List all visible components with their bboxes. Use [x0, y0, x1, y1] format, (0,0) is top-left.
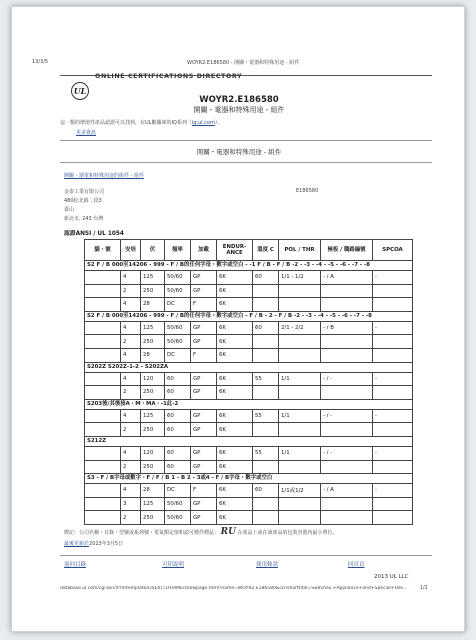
model-designation: S202Z S202Z-1-2 - S202ZA	[85, 362, 413, 372]
table-cell	[373, 460, 413, 474]
model-row	[85, 261, 413, 271]
ul-logo-icon: UL	[71, 82, 89, 100]
table-row	[85, 372, 413, 386]
intro-suffix: ）。	[214, 120, 223, 126]
marking-note-text: 標記：公司名稱・目錄・型號或系列號・電氣額定值和認可標件標誌：	[64, 530, 220, 536]
table-cell	[279, 460, 321, 474]
table-cell: 28	[141, 348, 165, 362]
table-cell: 55	[253, 446, 279, 460]
model-row	[85, 362, 413, 372]
table-cell: 250	[141, 423, 165, 437]
table-cell	[279, 284, 321, 298]
table-cell	[253, 386, 279, 400]
model-designation: S212Z	[85, 436, 413, 446]
table-cell: GP	[191, 423, 217, 437]
table-cell: 60	[165, 423, 191, 437]
company-address: 臺山	[64, 207, 75, 213]
table-cell	[279, 423, 321, 437]
model-row	[85, 399, 413, 409]
table-cell: - / B	[321, 321, 373, 335]
table-cell: 60	[253, 321, 279, 335]
table-row	[85, 446, 413, 460]
page-number: 1/2	[420, 586, 428, 591]
table-row	[85, 497, 413, 511]
table-cell: 28	[141, 298, 165, 312]
table-cell: 1/1或1/2	[279, 484, 321, 498]
table-cell: 4	[121, 446, 141, 460]
table-cell: F	[191, 298, 217, 312]
table-cell: 60	[165, 372, 191, 386]
table-cell: 250	[141, 511, 165, 525]
model-designation: S203後/其後接A・M・MA・-1此-2	[85, 399, 413, 409]
table-cell: -	[373, 372, 413, 386]
table-cell	[85, 423, 121, 437]
table-cell: 2	[121, 511, 141, 525]
table-cell	[85, 284, 121, 298]
divider	[60, 162, 432, 163]
directory-name: ONLINE CERTIFICATIONS DIRECTORY	[95, 73, 243, 80]
footer-link-top[interactable]: 回頁首	[348, 562, 365, 568]
table-cell: 250	[141, 460, 165, 474]
table-cell: 2	[121, 335, 141, 349]
table-cell	[253, 298, 279, 312]
company-address: 480松北路二段3	[64, 198, 102, 204]
table-cell	[373, 386, 413, 400]
table-cell	[85, 460, 121, 474]
column-header: 貓・號	[85, 240, 121, 261]
divider	[60, 140, 432, 141]
table-cell: 1/1	[279, 372, 321, 386]
table-cell: 2	[121, 284, 141, 298]
table-cell	[373, 298, 413, 312]
table-cell: 125	[141, 321, 165, 335]
table-cell	[85, 484, 121, 498]
table-cell: GP	[191, 460, 217, 474]
table-cell: DC	[165, 298, 191, 312]
model-row	[85, 436, 413, 446]
table-cell: 6K	[217, 284, 253, 298]
model-designation: S2 F / B 000至14206 - 999 - F / B的任何字母・數字或空白 - -1 F / B - F / B -2 - -3 - -4 - -5 - -6 - -7 - -8	[85, 261, 413, 271]
table-cell: GP	[191, 284, 217, 298]
table-cell: DC	[165, 348, 191, 362]
table-body	[85, 240, 413, 525]
table-cell: - / -	[321, 409, 373, 423]
table-row	[85, 511, 413, 525]
table-cell: -	[373, 321, 413, 335]
table-cell	[85, 335, 121, 349]
column-header: SPCOA	[373, 240, 413, 261]
table-cell: 60	[253, 271, 279, 285]
column-header: POL / THR	[279, 240, 321, 261]
table-cell	[279, 497, 321, 511]
table-cell	[373, 511, 413, 525]
table-cell	[373, 335, 413, 349]
table-cell	[85, 271, 121, 285]
table-cell: 125	[141, 271, 165, 285]
table-cell	[253, 511, 279, 525]
table-cell: GP	[191, 271, 217, 285]
table-cell: 50/60	[165, 284, 191, 298]
table-cell: GP	[191, 497, 217, 511]
table-cell: 6K	[217, 497, 253, 511]
marking-note	[64, 527, 338, 537]
table-cell	[279, 335, 321, 349]
footer-rule	[60, 555, 432, 556]
table-cell: 4	[121, 409, 141, 423]
table-cell	[253, 284, 279, 298]
table-cell	[373, 423, 413, 437]
column-header: 溫度 C	[253, 240, 279, 261]
table-cell	[321, 423, 373, 437]
print-header-left: 13/3/5	[32, 59, 49, 65]
section-title: 開關・電器和特殊用途 - 組件	[196, 148, 282, 156]
iq-link[interactable]: iq.ul.com	[191, 120, 215, 126]
file-number: E186580	[296, 188, 319, 194]
table-cell: GP	[191, 321, 217, 335]
footer-link-print[interactable]: 可印說明	[162, 562, 185, 568]
print-header-title: WOYR2.E186580 - 開關・電器和特殊用途 - 組件	[187, 60, 300, 66]
page-title: WOYR2.E186580	[199, 95, 279, 105]
table-cell	[373, 348, 413, 362]
table-cell: 6K	[217, 460, 253, 474]
table-cell	[85, 372, 121, 386]
last-updated-label: 最後更新於	[64, 541, 90, 547]
table-cell: 4	[121, 348, 141, 362]
intro-text	[60, 119, 222, 126]
table-cell	[321, 284, 373, 298]
table-cell: 1/1	[279, 446, 321, 460]
table-cell	[321, 460, 373, 474]
table-row	[85, 348, 413, 362]
page-subtitle: 開關・電器和特殊用途 - 組件	[193, 106, 285, 114]
table-cell: 1/1	[279, 409, 321, 423]
table-row	[85, 460, 413, 474]
table-cell: -	[373, 271, 413, 285]
last-updated	[64, 540, 123, 547]
table-cell: 6K	[217, 298, 253, 312]
table-cell	[279, 348, 321, 362]
table-cell: 4	[121, 271, 141, 285]
ratings-table	[84, 239, 413, 525]
table-cell: 250	[141, 386, 165, 400]
more-info-link[interactable]: 更多資訊	[76, 130, 97, 136]
column-header: 極板 / 職路編號	[321, 240, 373, 261]
footer-link-back[interactable]: 返回目錄	[64, 562, 87, 568]
table-cell: 60	[165, 386, 191, 400]
column-header: ENDUR- ANCE	[217, 240, 253, 261]
company-name: 金泰工業有限公司	[64, 189, 105, 195]
table-cell	[85, 386, 121, 400]
model-designation: S2 F / B 000至14206 - 999 - F / B的任何字母・數字或空白 - F / B - 2 - F / B -2 - -3 - -4 - -5 - -6 - -7 - -8	[85, 311, 413, 321]
table-cell: GP	[191, 409, 217, 423]
table-cell: GP	[191, 386, 217, 400]
table-cell	[85, 511, 121, 525]
table-cell	[85, 321, 121, 335]
table-cell	[321, 386, 373, 400]
table-cell: -	[373, 484, 413, 498]
table-cell: 250	[141, 335, 165, 349]
table-row	[85, 271, 413, 285]
table-cell: 6K	[217, 423, 253, 437]
table-cell: 60	[253, 484, 279, 498]
table-header-row	[85, 240, 413, 261]
table-cell: - / -	[321, 372, 373, 386]
company-address: 新北市, 243 台灣	[64, 216, 104, 222]
table-cell	[85, 409, 121, 423]
table-row	[85, 484, 413, 498]
table-cell: 50/60	[165, 511, 191, 525]
table-cell: 125	[141, 497, 165, 511]
last-updated-date: 2013年3月5日	[89, 541, 124, 547]
table-cell: 4	[121, 372, 141, 386]
column-header: 加載	[191, 240, 217, 261]
table-cell: GP	[191, 511, 217, 525]
page-url: database.ul.com/cgi-bin/XYV/template/LISEXT/1FRAME/showpage.html?name=WOYR2.E186580&ccnshorttitle=Switches,+Appliance+and+Special+Use...	[60, 586, 408, 591]
table-cell: 2	[121, 460, 141, 474]
breadcrumb[interactable]: 開關 - 器電和特殊用途的組件 - 組件	[64, 173, 144, 179]
document-page	[11, 6, 465, 632]
table-cell	[321, 511, 373, 525]
table-cell: 6K	[217, 271, 253, 285]
table-cell: 6K	[217, 484, 253, 498]
copyright: 2013 UL LLC	[374, 574, 409, 580]
table-cell	[253, 497, 279, 511]
table-cell: - / A	[321, 484, 373, 498]
table-cell	[279, 386, 321, 400]
table-cell: 2/1 - 2/2	[279, 321, 321, 335]
table-cell	[279, 511, 321, 525]
table-cell: 250	[141, 284, 165, 298]
table-cell	[253, 423, 279, 437]
table-cell: -	[373, 409, 413, 423]
table-row	[85, 423, 413, 437]
table-cell: 28	[141, 484, 165, 498]
column-header: 伏	[141, 240, 165, 261]
table-cell	[85, 497, 121, 511]
table-cell: 50/60	[165, 335, 191, 349]
table-cell: 6K	[217, 321, 253, 335]
table-cell: 4	[121, 298, 141, 312]
table-row	[85, 335, 413, 349]
table-cell: 3	[121, 497, 141, 511]
table-row	[85, 409, 413, 423]
table-cell	[85, 298, 121, 312]
table-cell: 2	[121, 386, 141, 400]
table-cell: 6K	[217, 446, 253, 460]
table-row	[85, 284, 413, 298]
table-cell: 60	[165, 409, 191, 423]
table-cell	[279, 298, 321, 312]
table-cell: 6K	[217, 409, 253, 423]
table-cell	[321, 348, 373, 362]
table-cell: 4	[121, 484, 141, 498]
table-cell: GP	[191, 446, 217, 460]
table-cell: 55	[253, 372, 279, 386]
table-cell: DC	[165, 484, 191, 498]
table-cell: 120	[141, 446, 165, 460]
table-cell: 1/1 - 1/2	[279, 271, 321, 285]
table-cell	[373, 284, 413, 298]
table-cell: 55	[253, 409, 279, 423]
table-cell	[85, 348, 121, 362]
table-cell: 50/60	[165, 321, 191, 335]
table-cell: 60	[165, 460, 191, 474]
table-cell: F	[191, 484, 217, 498]
table-row	[85, 298, 413, 312]
table-cell: GP	[191, 372, 217, 386]
table-cell	[373, 497, 413, 511]
table-cell: 6K	[217, 348, 253, 362]
table-cell: 120	[141, 372, 165, 386]
model-row	[85, 311, 413, 321]
table-cell: 6K	[217, 372, 253, 386]
table-cell: - / A	[321, 271, 373, 285]
table-cell	[253, 335, 279, 349]
table-cell	[253, 460, 279, 474]
table-cell	[253, 348, 279, 362]
column-header: 頻率	[165, 240, 191, 261]
table-cell: 4	[121, 321, 141, 335]
table-cell: 50/60	[165, 497, 191, 511]
table-cell: 50/60	[165, 271, 191, 285]
table-cell: 125	[141, 409, 165, 423]
table-cell: GP	[191, 335, 217, 349]
table-cell: -	[373, 446, 413, 460]
table-cell: 6K	[217, 386, 253, 400]
table-cell	[321, 335, 373, 349]
table-cell	[321, 298, 373, 312]
table-row	[85, 386, 413, 400]
table-row	[85, 321, 413, 335]
table-cell: 60	[165, 446, 191, 460]
table-cell: 2	[121, 423, 141, 437]
model-row	[85, 474, 413, 484]
model-designation: S3 - F / B字母或數字・F / F / B 1 - B 2 - 3或4 - F / B字母・數字或空白	[85, 474, 413, 484]
column-header: 安培	[121, 240, 141, 261]
marking-note-suffix: 在產品上或在該產品的包裝容器內最小單位。	[237, 530, 338, 536]
table-cell	[85, 446, 121, 460]
table-cell: F	[191, 348, 217, 362]
ul-recognized-mark-icon: RU	[220, 527, 236, 537]
table-cell: 6K	[217, 511, 253, 525]
table-cell: 6K	[217, 335, 253, 349]
intro-label: 這一類的增值性產品認證可以找到，在UL數據庫的IQ系列（	[60, 120, 192, 126]
footer-link-terms[interactable]: 使用條款	[256, 562, 279, 568]
table-cell	[321, 497, 373, 511]
standard-label: 認證ANSI / UL 1054	[64, 231, 124, 237]
table-cell: - / -	[321, 446, 373, 460]
